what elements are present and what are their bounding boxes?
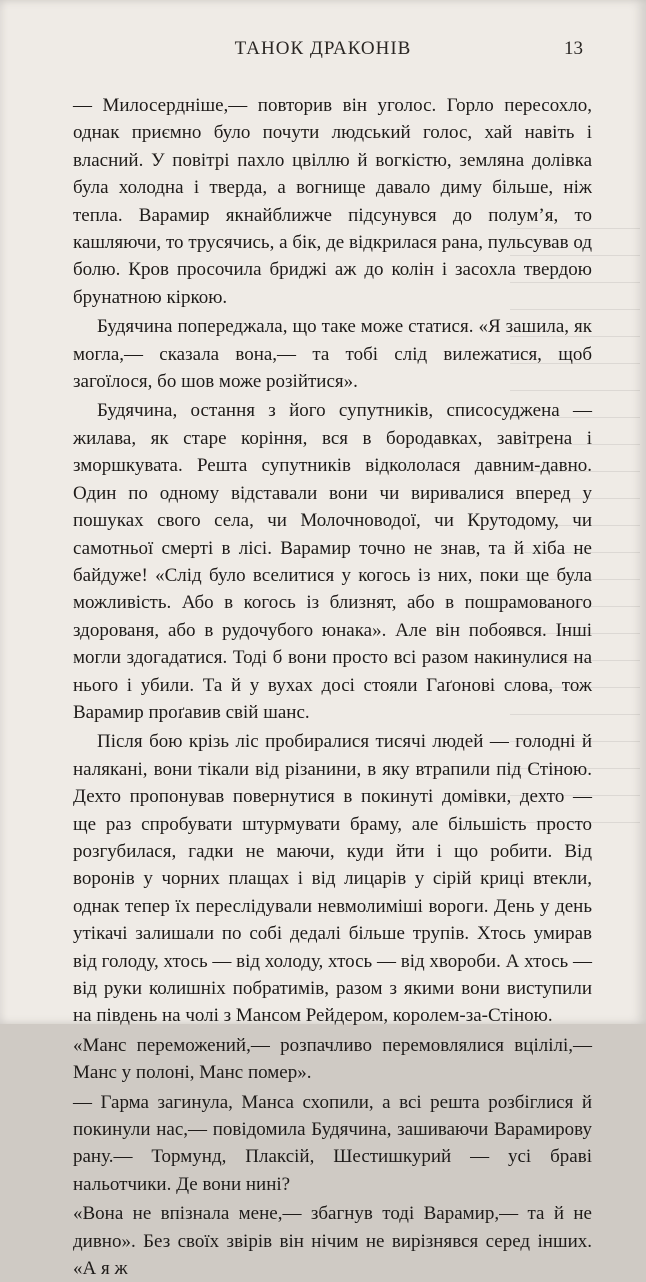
- page-header: [0, 38, 646, 68]
- paragraph: «Манс переможений,— розпачливо перемовлялися вцілілі,— Манс у полоні, Манс помер».: [73, 1034, 592, 1084]
- body-text: [73, 92, 592, 1282]
- paragraph: «Вона не впізнала мене,— збагнув тоді Варамир,— та й не дивно». Без своїх звірів він нічим не вирізнявся серед інших. «А я ж: [73, 1203, 592, 1280]
- paragraph: — Гарма загинула, Манса схопили, а всі решта розбіглися й покинули нас,— повідомила Будячина, зашиваючи Варамирову рану.— Тормунд, Плаксій, Шестишкурий — усі браві нальотчики. Де вони нині?: [73, 1091, 592, 1195]
- paragraph: Після бою крізь ліс пробиралися тисячі людей — голодні й налякані, вони тікали від різанини, в яку втрапили під Стіною. Дехто пропонував повернутися в покинуті домівки, дехто — ще раз спробувати штурмувати браму, але більшість просто розгубилася, гадки не маючи, куди йти і що робити. Від воронів у чорних плащах і від лицарів у сірій криці втекли, однак тепер їх переслідували невмолиміші вороги. День у день утікачі залишали по собі дедалі більше трупів. Хтось умирав від голоду, хтось — від холоду, хтось — від хвороби. А хтось — від руки колишніх побратимів, разом з якими вони виступили на південь на чолі з Мансом Рейдером, королем-за-Стіною.: [73, 731, 592, 1027]
- running-title: ТАНОК ДРАКОНІВ: [234, 38, 412, 59]
- paragraph: — Милосердніше,— повторив він уголос. Горло пересохло, однак приємно було почути людський голос, хай навіть і власний. У повітрі пахло цвіллю й вогкістю, земляна долівка була холодна і тверда, а вогнище давало диму більше, ніж тепла. Варамир якнайближче підсунувся до полум’я, то кашляючи, то трусячись, а бік, де відкрилася рана, пульсував од болю. Кров просочила бриджі аж до колін і засохла твердою брунатною кіркою.: [73, 95, 592, 308]
- paragraph: Будячина, остання з його супутників, списосуджена — жилава, як старе коріння, вся в бородавках, завітрена і зморшкувата. Решта супутників відкололася давним-давно. Один по одному відставали вони чи виривалися вперед у пошуках свого села, чи Молочноводої, чи Крутодому, чи самотньої смерті в лісі. Варамир точно не знав, та й хіба не байдуже! «Слід було вселитися у когось із них, поки ще була можливість. Або в когось із близнят, або в пошрамованого здорованя, або в рудочубого юнака». Але він побоявся. Інші могли здогадатися. Тоді б вони просто всі разом накинулися на нього і убили. Та й у вухах досі стояли Гаґонові слова, тож Варамир проґавив свій шанс.: [73, 400, 592, 723]
- paragraph: Будячина попереджала, що таке може статися. «Я зашила, як могла,— сказала вона,— та тобі слід вилежатися, щоб загоїлося, бо шов може розійтися».: [73, 316, 592, 393]
- page-number: 13: [564, 38, 583, 59]
